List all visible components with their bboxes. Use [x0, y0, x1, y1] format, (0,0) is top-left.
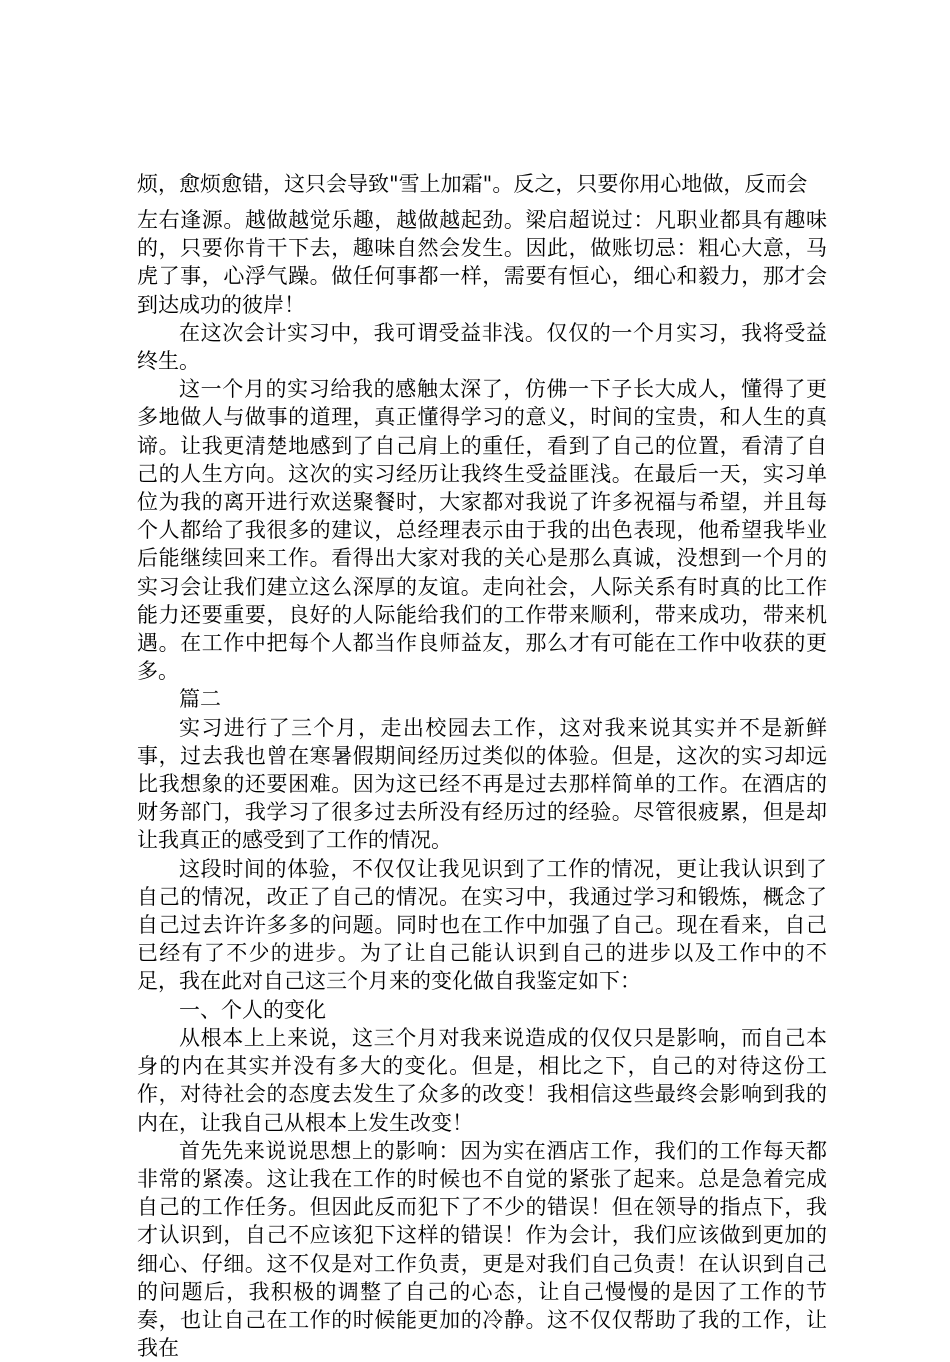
paragraph: 左右逢源。越做越觉乐趣，越做越起劲。梁启超说过：凡职业都具有趣味的，只要你肯干下去，趣味自然会发生。因此，做账切忌：粗心大意，马虎了事，心浮气躁。做任何事都一样，需要有恒心，细心和毅力，那才会到达成功的彼岸！: [137, 208, 827, 317]
paragraph: 首先先来说说思想上的影响：因为实在酒店工作，我们的工作每天都非常的紧凑。这让我在工作的时候也不自觉的紧张了起来。总是急着完成自己的工作任务。但因此反而犯下了不少的错误！但在领导的指点下，我才认识到，自己不应该犯下这样的错误！作为会计，我们应该做到更加的细心、仔细。这不仅是对工作负责，更是对我们自己负责！在认识到自己的问题后，我积极的调整了自己的心态，让自己慢慢的是因了工作的节奏，也让自己在工作的时候能更加的冷静。这不仅仅帮助了我的工作，让我在: [137, 1138, 827, 1361]
document-body: [137, 206, 827, 1362]
paragraph: 这段时间的体验，不仅仅让我见识到了工作的情况，更让我认识到了自己的情况，改正了自己的情况。在实习中，我通过学习和锻炼，概念了自己过去许许多多的问题。同时也在工作中加强了自己。现在看来，自己已经有了不少的进步。为了让自己能认识到自己的进步以及工作中的不足，我在此对自己这三个月来的变化做自我鉴定如下：: [137, 856, 827, 994]
paragraph: 在这次会计实习中，我可谓受益非浅。仅仅的一个月实习，我将受益终生。: [137, 320, 827, 374]
first-line: 烦，愈烦愈错，这只会导致"雪上加霜"。反之，只要你用心地做，反而会: [137, 172, 808, 196]
section-heading: 篇二: [179, 687, 221, 712]
paragraph: 实习进行了三个月，走出校园去工作，这对我来说其实并不是新鲜事，过去我也曾在寒暑假期间经历过类似的体验。但是，这次的实习却远比我想象的还要困难。因为这已经不再是过去那样简单的工作。在酒店的财务部门，我学习了很多过去所没有经历过的经验。尽管很疲累，但是却让我真正的感受到了工作的情况。: [137, 715, 827, 853]
subsection-heading: 一、个人的变化: [179, 997, 326, 1022]
paragraph: 这一个月的实习给我的感触太深了，仿佛一下子长大成人，懂得了更多地做人与做事的道理，真正懂得学习的意义，时间的宝贵，和人生的真谛。让我更清楚地感到了自己肩上的重任，看到了自己的位置，看清了自己的人生方向。这次的实习经历让我终生受益匪浅。在最后一天，实习单位为我的离开进行欢送聚餐时，大家都对我说了许多祝福与希望，并且每个人都给了我很多的建议，总经理表示由于我的出色表现，他希望我毕业后能继续回来工作。看得出大家对我的关心是那么真诚，没想到一个月的实习会让我们建立这么深厚的友谊。走向社会，人际关系有时真的比工作能力还要重要，良好的人际能给我们的工作带来顺利，带来成功，带来机遇。在工作中把每个人都当作良师益友，那么才有可能在工作中收获的更多。: [137, 377, 827, 684]
paragraph: 从根本上上来说，这三个月对我来说造成的仅仅只是影响，而自己本身的内在其实并没有多大的变化。但是，相比之下，自己的对待这份工作，对待社会的态度去发生了众多的改变！我相信这些最终会影响到我的内在，让我自己从根本上发生改变！: [137, 1025, 827, 1135]
